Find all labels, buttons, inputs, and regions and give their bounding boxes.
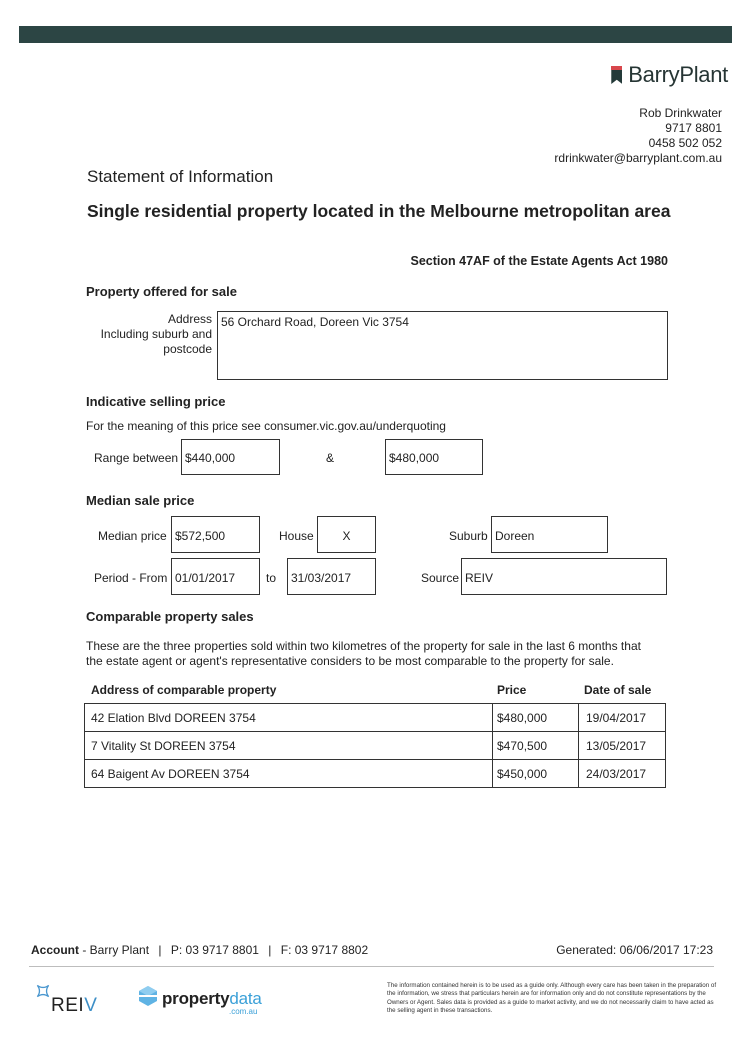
column-header-price: Price [497,683,527,697]
generated-timestamp: Generated: 06/06/2017 17:23 [556,943,713,957]
agent-contact [554,106,722,166]
table-row [85,704,666,732]
header-bar [19,26,732,43]
period-to-field[interactable]: 31/03/2017 [287,558,376,595]
range-low-field[interactable]: $440,000 [181,439,280,475]
footer-fax: F: 03 9717 8802 [280,943,369,957]
document-title: Single residential property located in the Melbourne metropolitan area [87,201,671,221]
agent-phone: 9717 8801 [665,121,722,135]
table-row [85,732,666,760]
comparable-sales-heading: Comparable property sales [86,609,254,624]
range-label: Range between [94,451,179,465]
reiv-logo [34,982,104,1018]
reiv-star-icon [34,982,52,1000]
range-high-field[interactable]: $480,000 [385,439,483,475]
median-sale-heading: Median sale price [86,493,195,508]
comparable-price: $450,000 [493,760,579,788]
comparable-price: $470,500 [493,732,579,760]
property-offered-heading: Property offered for sale [86,284,237,299]
section-reference: Section 47AF of the Estate Agents Act 1980 [410,254,668,268]
comparable-date: 19/04/2017 [579,704,666,732]
comparable-address: 7 Vitality St DOREEN 3754 [85,732,493,760]
footer-separator: | [158,943,162,957]
comparable-date: 24/03/2017 [579,760,666,788]
suburb-label: Suburb [449,529,488,543]
account-label: Account [31,943,79,957]
median-price-field[interactable]: $572,500 [171,516,260,553]
address-field[interactable]: 56 Orchard Road, Doreen Vic 3754 [217,311,668,380]
house-label: House [279,529,314,543]
document-subtitle: Statement of Information [87,167,274,186]
column-header-address: Address of comparable property [91,683,277,697]
suburb-field[interactable]: Doreen [491,516,608,553]
range-separator: & [326,451,335,465]
brand-logo [611,62,728,88]
indicative-price-note: For the meaning of this price see consumer.vic.gov.au/underquoting [86,419,446,433]
comparable-address: 64 Baigent Av DOREEN 3754 [85,760,493,788]
brand-name: BarryPlant [628,62,728,87]
comparable-date: 13/05/2017 [579,732,666,760]
median-price-label: Median price [98,529,167,543]
agent-email[interactable]: rdrinkwater@barryplant.com.au [554,151,722,165]
column-header-date: Date of sale [584,683,652,697]
footer-phone: P: 03 9717 8801 [170,943,259,957]
agent-mobile: 0458 502 052 [648,136,722,150]
comparable-sales-note: These are the three properties sold within two kilometres of the property for sale in the last 6 months that the estate agent or agent's representative considers to be most comparable to the property for sale. [86,639,641,668]
reiv-text: REIV [51,995,98,1016]
table-row [85,760,666,788]
period-from-field[interactable]: 01/01/2017 [171,558,260,595]
source-field[interactable]: REIV [461,558,667,595]
footer-separator: | [268,943,272,957]
comparable-address: 42 Elation Blvd DOREEN 3754 [85,704,493,732]
propertydata-hex-icon [137,985,159,1007]
comparable-price: $480,000 [493,704,579,732]
bookmark-icon [611,66,622,84]
period-to-label: to [266,571,277,585]
footer-divider [29,966,714,967]
period-from-label: Period - From [94,571,168,585]
address-label: Address Including suburb and postcode [100,312,212,356]
account-value: - Barry Plant [82,943,150,957]
indicative-price-heading: Indicative selling price [86,394,226,409]
propertydata-logo [137,985,267,1021]
propertydata-text: propertydata [162,989,262,1008]
footer-bar [31,943,713,957]
propertydata-domain: .com.au [229,1007,258,1016]
footer-account [31,943,368,957]
agent-name: Rob Drinkwater [639,106,722,120]
disclaimer-text: The information contained herein is to be used as a guide only. Although every care has been taken in the preparation of the information, we stress that particulars herein are for information only and do not constitute representations by the Owners or Agent. Sales data is provided as a guide to market activity, and we do not necessarily claim to have acted as the selling agent in these transactions. [387,982,717,1015]
source-label: Source [421,571,460,585]
comparable-sales-table [84,703,666,788]
house-checkbox[interactable]: X [317,516,376,553]
